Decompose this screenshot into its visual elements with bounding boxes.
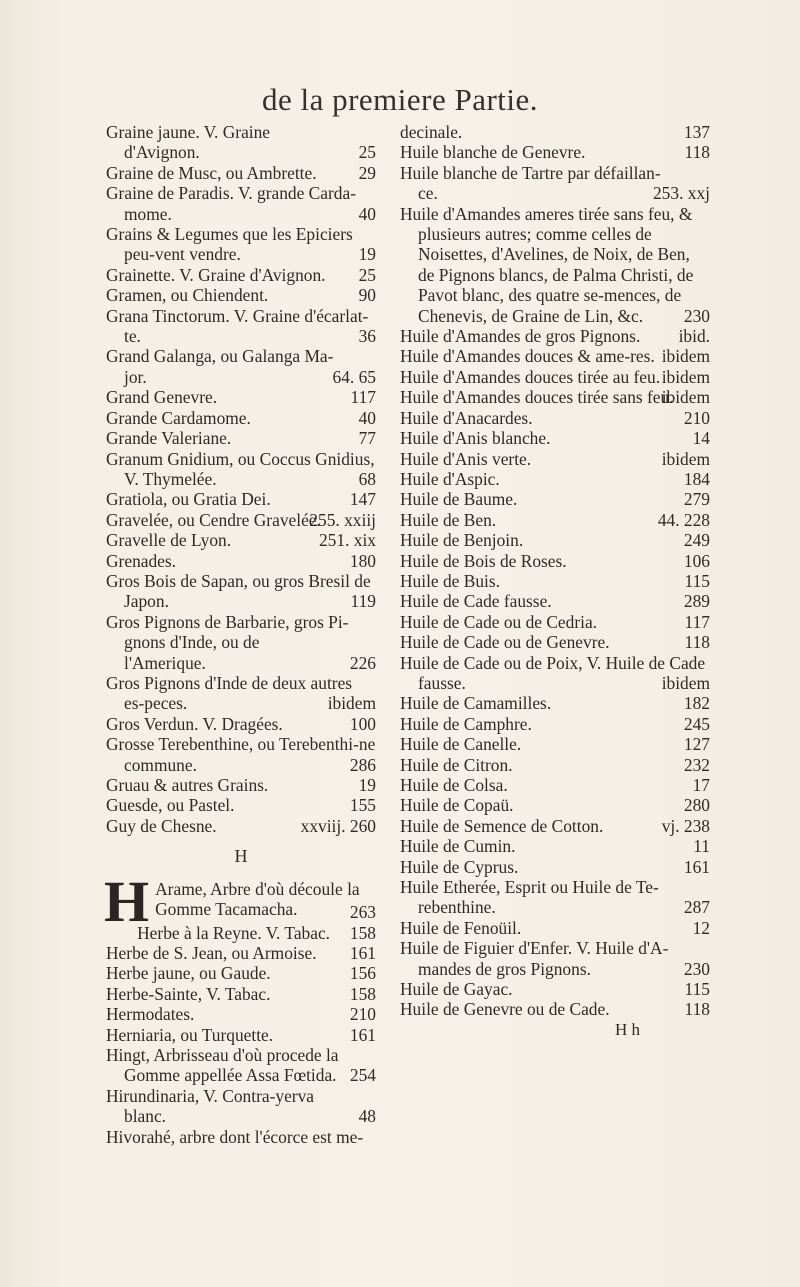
entry-ref: 25 (358, 142, 376, 163)
entry-ref: 232 (683, 754, 710, 775)
entry-text: Gros Pignons de Barbarie, gros Pi-gnons d'Inde, ou de l'Amerique. (106, 611, 349, 673)
entry-ref: 118 (684, 999, 710, 1020)
index-entry (106, 714, 376, 734)
index-entry (400, 469, 710, 489)
index-entry (400, 795, 710, 815)
index-entry (400, 489, 710, 509)
index-entry (400, 999, 710, 1019)
index-entry (400, 836, 710, 856)
entry-ref: 156 (349, 963, 376, 984)
entry-ref: 19 (358, 244, 376, 265)
entry-ref: 155 (349, 795, 376, 816)
entry-text: Huile d'Anis verte. (400, 448, 532, 469)
index-entry (400, 428, 710, 448)
index-entry (106, 306, 376, 347)
index-entry (106, 1086, 376, 1127)
entry-text: Huile de Cade ou de Poix, V. Huile de Cade fausse. (400, 652, 706, 693)
entry-ref: 184 (683, 468, 710, 489)
entry-ref: ibidem (661, 346, 710, 367)
entry-ref: ibidem (661, 387, 710, 408)
entry-text: Hingt, Arbrisseau d'où procede la Gomme appellée Assa Fœtida. (106, 1045, 339, 1086)
index-entry (106, 612, 376, 673)
entry-text: Hirundinaria, V. Contra-yerva blanc. (106, 1085, 314, 1127)
entry-ref: 12 (692, 917, 710, 938)
index-entry (400, 571, 710, 591)
entry-text: Gravelée, ou Cendre Gravelée. (106, 509, 321, 530)
entry-text: Graine jaune. V. Graine d'Avignon. (106, 122, 271, 163)
entry-text: Huile blanche de Genevre. (400, 142, 586, 163)
index-entry (400, 938, 710, 979)
catchword: H h (614, 1019, 640, 1039)
index-entry (400, 653, 710, 694)
entry-text: Gratiola, ou Gratia Dei. (106, 489, 271, 510)
right-entries (400, 122, 710, 1020)
entry-text: Grosse Terebenthine, ou Terebenthi-ne commune. (106, 734, 376, 775)
entry-text: Huile de Citron. (400, 754, 513, 775)
entry-ref: 147 (349, 489, 376, 510)
index-entry (400, 530, 710, 550)
index-entry (106, 795, 376, 815)
entry-text: Gros Pignons d'Inde de deux autres es-peces. (106, 672, 353, 714)
entry-text: Grana Tinctorum. V. Graine d'écarlat-te. (106, 305, 369, 347)
entry-ref: 289 (683, 591, 710, 612)
entry-ref: 210 (349, 1004, 376, 1025)
entry-text: Huile d'Amandes douces tirée au feu. (400, 366, 661, 387)
entry-ref: 161 (683, 856, 710, 877)
entry-ref: 68 (358, 468, 376, 489)
index-entry (400, 142, 710, 162)
entry-ref: 158 (349, 922, 376, 943)
entry-ref: 100 (349, 713, 376, 734)
entry-text: Huile de Semence de Cotton. (400, 815, 604, 836)
entry-ref: 230 (683, 958, 710, 979)
index-entry (106, 1025, 376, 1045)
entry-text: Huile de Bois de Roses. (400, 550, 567, 571)
left-column (106, 122, 376, 1147)
index-entry (400, 346, 710, 366)
entry-text: Gruau & autres Grains. (106, 775, 269, 795)
entry-ref: 29 (358, 162, 376, 183)
entry-ref: 161 (349, 943, 376, 964)
entry-ref: 19 (358, 775, 376, 795)
entry-text: Grande Valeriane. (106, 428, 232, 449)
entry-text: Huile d'Amandes ameres tirée sans feu, & plusieurs autres; comme celles de Noisettes, d'Avelines, de Noix, de Ben, de Pignons blancs, de Palma Christi, de Pavot blanc, des quatre se-mences, de Chenevis, de Graine de Lin, &c. (400, 203, 694, 326)
catchword-row (400, 1020, 710, 1040)
entry-ref: 115 (684, 570, 710, 591)
index-entry (106, 163, 376, 183)
index-entry (106, 673, 376, 714)
index-entry (106, 734, 376, 775)
entry-ref: 230 (683, 305, 710, 326)
entry-text: Huile de Benjoin. (400, 530, 524, 551)
entry-text: Huile d'Amandes de gros Pignons. (400, 326, 641, 347)
entry-ref: xxviij. 260 (300, 815, 376, 836)
entry-text: Huile de Gayac. (400, 979, 513, 1000)
entry-ref: ibidem (661, 366, 710, 387)
entry-text: Herbe à la Reyne. V. Tabac. (137, 922, 331, 943)
entry-ref: 77 (358, 428, 376, 449)
index-entry (106, 963, 376, 983)
entry-text: Huile de Ben. (400, 509, 497, 530)
entry-text: Huile de Camphre. (400, 713, 532, 734)
entry-text: Huile d'Aspic. (400, 468, 500, 489)
entry-text: Gravelle de Lyon. (106, 530, 232, 551)
entry-text: Huile d'Amandes douces & ame-res. (400, 346, 655, 367)
entry-text: Grenades. (106, 550, 177, 571)
entry-ref: 255. xxiij (309, 509, 376, 530)
index-entry (106, 122, 376, 163)
entry-ref: 158 (349, 983, 376, 1004)
index-entry (400, 755, 710, 775)
entry-text: Gros Verdun. V. Dragées. (106, 713, 283, 734)
entry-ref: 17 (692, 775, 710, 795)
entry-ref: ibidem (661, 672, 710, 693)
entry-text: Herbe-Sainte, V. Tabac. (106, 983, 271, 1004)
running-head: de la premiere Partie. (261, 82, 539, 117)
entry-ref: 118 (684, 632, 710, 653)
entry-text: Huile de Buis. (400, 570, 500, 591)
entry-ref: 44. 228 (657, 509, 710, 530)
index-entry (106, 943, 376, 963)
index-entry (400, 449, 710, 469)
index-entry (106, 408, 376, 428)
index-entry (400, 714, 710, 734)
entry-text: Grainette. V. Graine d'Avignon. (106, 264, 326, 285)
entry-ref: 14 (692, 428, 710, 449)
index-entry (106, 923, 376, 943)
entry-ref: 40 (358, 203, 376, 224)
index-entry (400, 612, 710, 632)
entry-ref: 40 (358, 407, 376, 428)
index-entry (106, 1004, 376, 1024)
index-entry (106, 489, 376, 509)
entry-ref: 115 (684, 979, 710, 1000)
index-entry (106, 530, 376, 550)
index-entry (400, 204, 710, 326)
entry-text: Huile d'Anis blanche. (400, 428, 551, 449)
entry-text: Huile de Copaü. (400, 795, 514, 816)
entry-ref: 263 (349, 902, 376, 923)
entry-text: Huile de Cade ou de Cedria. (400, 611, 598, 632)
entry-text: Huile de Fenoüil. (400, 917, 522, 938)
entry-ref: 25 (358, 264, 376, 285)
entry-ref: 161 (349, 1024, 376, 1045)
index-entry (106, 449, 376, 490)
entry-ref: ibidem (327, 693, 376, 714)
entry-ref: 254 (349, 1065, 376, 1086)
entry-text: Grand Galanga, ou Galanga Ma-jor. (106, 346, 334, 387)
index-entry (106, 816, 376, 836)
entry-ref: 280 (683, 795, 710, 816)
drop-cap: H (104, 868, 150, 934)
entry-ref: vj. 238 (661, 815, 710, 836)
entry-ref: 118 (684, 142, 710, 163)
entry-text: Herniaria, ou Turquette. (106, 1024, 274, 1045)
entry-text: Huile Etherée, Esprit ou Huile de Te-rebenthine. (400, 877, 659, 918)
entry-ref: 226 (349, 652, 376, 673)
index-entry (106, 387, 376, 407)
index-entry (400, 367, 710, 387)
entry-text: Graine de Paradis. V. grande Carda-mome. (106, 183, 356, 224)
index-entry (400, 326, 710, 346)
entry-ref: 249 (683, 530, 710, 551)
section-letter-h: H (234, 846, 248, 867)
entry-text: Hivorahé, arbre dont l'écorce est me- (106, 1126, 364, 1147)
index-entry (106, 265, 376, 285)
entry-ref: 253. xxj (652, 183, 710, 204)
section-h-entries (106, 923, 376, 1147)
entry-text: Guy de Chesne. (106, 815, 217, 836)
index-entry (400, 122, 710, 142)
index-entry (106, 571, 376, 612)
entry-text: Gros Bois de Sapan, ou gros Bresil de Japon. (106, 570, 371, 612)
entry-text: Huile de Cyprus. (400, 856, 519, 877)
index-entry (106, 1127, 376, 1147)
entry-ref: 182 (683, 693, 710, 714)
entry-ref: 64. 65 (332, 366, 376, 387)
index-entry (106, 285, 376, 305)
index-entry (106, 346, 376, 387)
index-entry (400, 591, 710, 611)
entry-text: Huile d'Anacardes. (400, 407, 533, 428)
index-entry (400, 816, 710, 836)
entry-text: decinale. (400, 122, 463, 142)
entry-ref: 279 (683, 489, 710, 510)
index-entry (106, 775, 376, 795)
entry-text: Huile de Cade fausse. (400, 591, 552, 612)
index-entry (400, 918, 710, 938)
entry-text: Huile de Colsa. (400, 775, 508, 795)
index-entry (400, 877, 710, 918)
index-entry (400, 734, 710, 754)
entry-ref: 210 (683, 407, 710, 428)
entry-ref: 119 (350, 591, 376, 612)
entry-text: Grand Genevre. (106, 387, 218, 408)
entry-text: Grains & Legumes que les Epiciers peu-vent vendre. (106, 224, 353, 265)
entry-text: Huile de Camamilles. (400, 693, 552, 714)
entry-ref: 36 (358, 326, 376, 347)
entry-ref: 180 (349, 550, 376, 571)
entry-text: Gramen, ou Chiendent. (106, 285, 269, 306)
entry-text: Huile de Cade ou de Genevre. (400, 632, 610, 653)
entry-ref: 287 (683, 897, 710, 918)
entry-ref: 137 (683, 122, 710, 142)
index-entry (400, 551, 710, 571)
entry-ref: 251. xix (318, 530, 376, 551)
index-entry (106, 428, 376, 448)
entry-text: Huile blanche de Tartre par défaillan-ce. (400, 162, 661, 204)
entry-text: Huile de Canelle. (400, 734, 522, 755)
entry-ref: ibid. (678, 326, 710, 347)
index-entry (106, 1045, 376, 1086)
entry-ref: 11 (693, 836, 710, 857)
entry-ref: 106 (683, 550, 710, 571)
entry-text: Guesde, ou Pastel. (106, 795, 235, 816)
entry-ref: 90 (358, 285, 376, 306)
index-entry (400, 387, 710, 407)
entry-text: Grande Cardamome. (106, 407, 251, 428)
index-entry (400, 632, 710, 652)
entry-ref: 286 (349, 754, 376, 775)
entry-text: Huile d'Amandes douces tirée sans feu. (400, 387, 674, 408)
entry-text: Granum Gnidium, ou Coccus Gnidius, V. Thymelée. (106, 448, 375, 489)
entry-text: Huile de Figuier d'Enfer. V. Huile d'A-mandes de gros Pignons. (400, 938, 669, 979)
entry-ref: 117 (684, 611, 710, 632)
index-entry (400, 857, 710, 877)
entry-text: Herbe jaune, ou Gaude. (106, 963, 271, 984)
index-entry (106, 984, 376, 1004)
entry-text: Huile de Genevre ou de Cade. (400, 999, 610, 1020)
left-entries (106, 122, 376, 836)
entry-ref: ibidem (661, 448, 710, 469)
index-entry (400, 163, 710, 204)
index-entry (106, 183, 376, 224)
entry-ref: 117 (350, 387, 376, 408)
entry-text: Graine de Musc, ou Ambrette. (106, 162, 317, 183)
entry-ref: 48 (358, 1106, 376, 1127)
index-entry (400, 775, 710, 795)
index-entry (400, 510, 710, 530)
index-entry (106, 224, 376, 265)
entry-text: Huile de Cumin. (400, 836, 516, 857)
entry-text: Herbe de S. Jean, ou Armoise. (106, 943, 317, 964)
index-entry (106, 510, 376, 530)
index-entry (400, 979, 710, 999)
entry-text: Huile de Baume. (400, 489, 518, 510)
index-entry (400, 408, 710, 428)
index-entry (106, 551, 376, 571)
entry-text: Hermodates. (106, 1004, 195, 1025)
entry-ref: 127 (683, 734, 710, 755)
index-entry (400, 693, 710, 713)
entry-ref: 245 (683, 713, 710, 734)
entry-text: Arame, Arbre d'où découle la Gomme Tacamacha. (155, 878, 360, 920)
right-column (400, 122, 710, 1040)
